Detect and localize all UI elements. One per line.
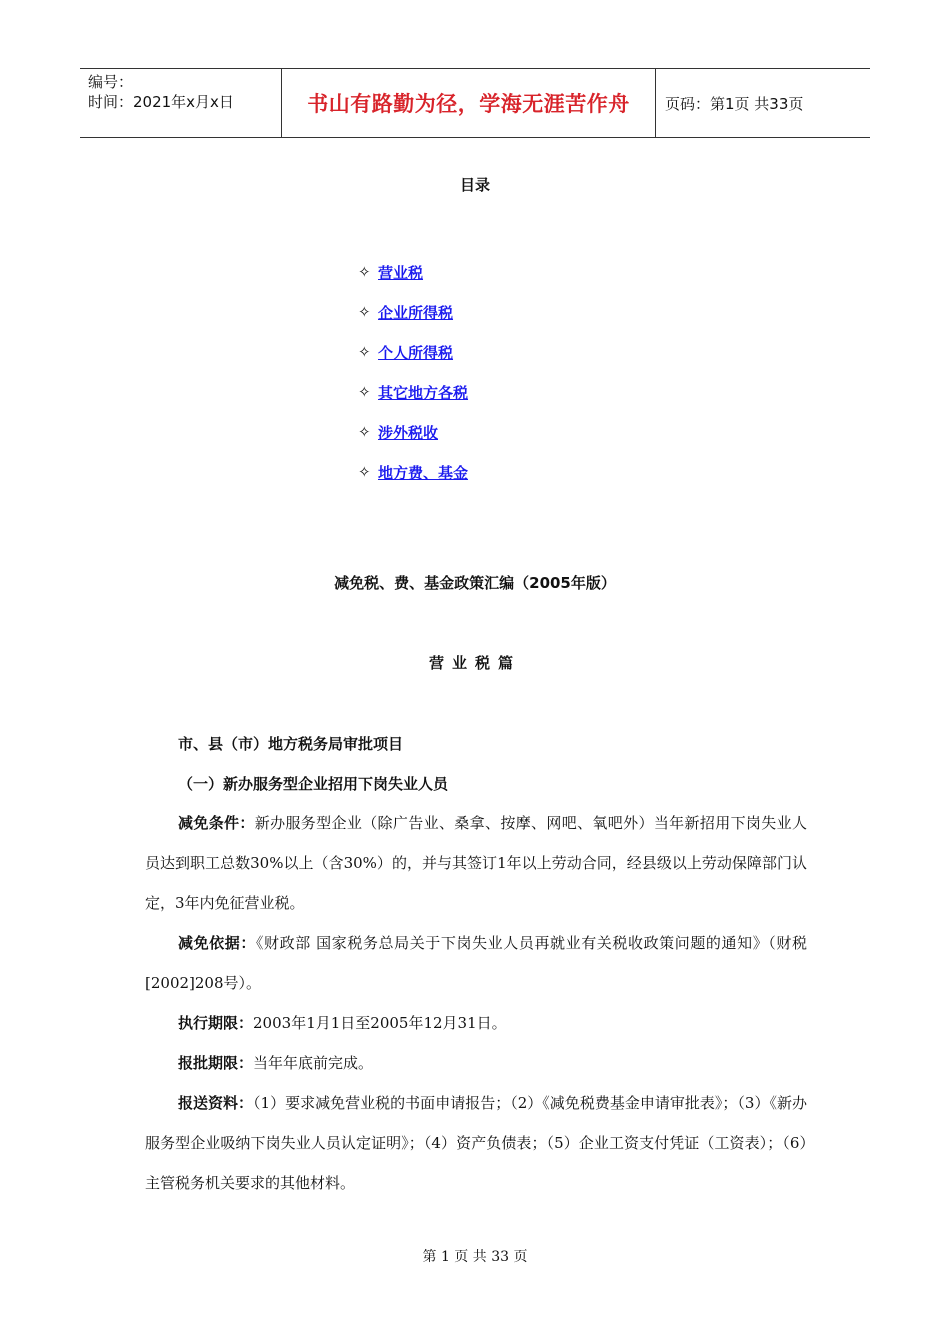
toc-link-local-fees-funds[interactable]: 地方费、基金	[378, 463, 469, 482]
diamond-bullet-icon: ✧	[358, 463, 371, 481]
paragraph-label: 报批期限：	[178, 1054, 254, 1072]
number-label: 编号：	[88, 73, 134, 91]
page-header	[80, 68, 870, 138]
toc-link-foreign-taxation[interactable]: 涉外税收	[378, 423, 439, 442]
toc-title: 目录	[459, 176, 490, 194]
paragraph-label: 减免依据：	[178, 934, 256, 952]
toc-item	[358, 452, 468, 492]
header-page-info: 页码：第1页 共33页	[665, 94, 804, 113]
header-meta	[80, 69, 280, 137]
toc-item	[358, 252, 468, 292]
part-title: 营业税篇	[428, 654, 521, 672]
table-of-contents	[358, 252, 468, 492]
paragraph-deadline	[145, 1043, 807, 1083]
paragraph-text: 《财政部 国家税务总局关于下岗失业人员再就业有关税收政策问题的通知》（财税[2002]208号）。	[145, 934, 807, 992]
diamond-bullet-icon: ✧	[358, 303, 371, 321]
paragraph-conditions	[145, 803, 807, 923]
header-motto: 书山有路勤为径，学海无涯苦作舟	[281, 69, 656, 137]
toc-item	[358, 372, 468, 412]
toc-link-personal-income-tax[interactable]: 个人所得税	[378, 343, 454, 362]
paragraph-label: 执行期限：	[178, 1014, 254, 1032]
diamond-bullet-icon: ✧	[358, 383, 371, 401]
paragraph-text: 新办服务型企业（除广告业、桑拿、按摩、网吧、氧吧外）当年新招用下岗失业人员达到职工总数30%以上（含30%）的，并与其签订1年以上劳动合同，经县级以上劳动保障部门认定，3年内免征营业税。	[145, 814, 807, 912]
section-heading: 市、县（市）地方税务局审批项目	[178, 735, 404, 753]
toc-link-other-local-taxes[interactable]: 其它地方各税	[378, 383, 469, 402]
toc-link-business-tax[interactable]: 营业税	[378, 263, 424, 282]
paragraph-text: 当年年底前完成。	[253, 1054, 374, 1072]
diamond-bullet-icon: ✧	[358, 343, 371, 361]
diamond-bullet-icon: ✧	[358, 263, 371, 281]
diamond-bullet-icon: ✧	[358, 423, 371, 441]
page-footer: 第 1 页 共 33 页	[422, 1249, 528, 1265]
paragraph-label: 减免条件：	[178, 814, 255, 832]
paragraph-label: 报送资料：	[178, 1094, 254, 1112]
toc-item	[358, 292, 468, 332]
toc-link-corporate-income-tax[interactable]: 企业所得税	[378, 303, 454, 322]
paragraph-period	[145, 1003, 807, 1043]
paragraph-text: 2003年1月1日至2005年12月31日。	[253, 1014, 507, 1032]
paragraph-text: （1）要求减免营业税的书面申请报告；（2）《减免税费基金申请审批表》；（3）《新办服务型企业吸纳下岗失业人员认定证明》；（4）资产负债表；（5）企业工资支付凭证（工资表）；（6）主管税务机关要求的其他材料。	[145, 1094, 807, 1192]
toc-item	[358, 412, 468, 452]
time-label: 时间：2021年x月x日	[88, 93, 234, 111]
paragraph-basis	[145, 923, 807, 1003]
toc-item	[358, 332, 468, 372]
item-heading: （一）新办服务型企业招用下岗失业人员	[178, 775, 449, 793]
paragraph-materials	[145, 1083, 807, 1203]
document-title: 减免税、费、基金政策汇编（2005年版）	[334, 574, 616, 592]
